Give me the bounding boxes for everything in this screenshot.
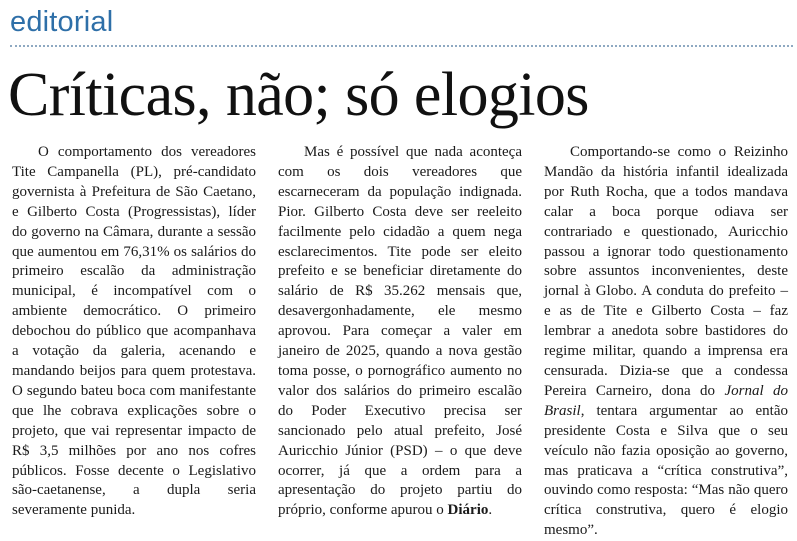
column-2 (278, 143, 522, 541)
column-2-text: Mas é possível que nada aconteça com os dois vereadores que escarneceram da população indignada. Pior. Gilberto Costa deve ser reeleito facilmente pelo cidadão a quem nega esclarecimentos. Tite pode ser eleito prefeito e se beneficiar diretamente do salário de R$ 35.262 mensais que, desavergonhadamente, ele mesmo aprovou. Para começar a valer em janeiro de 2025, quando a nova gestão toma posse, o pornográfico aumento no valor dos salários do primeiro escalão do Poder Executivo precisa ser sancionado pelo atual prefeito, José Auricchio Júnior (PSD) – o que deve ocorrer, já que a ordem para a apresentação do projeto partiu do próprio, conforme apurou o (278, 144, 522, 519)
column-3-text-after: , tentara argumentar ao então presidente Costa e Silva que o seu veículo não fazia oposição ao governo, mas praticava a “crítica construtiva”, ouvindo como resposta: “Mas não quero crítica construtiva, quero é elogio mesmo”. (544, 402, 788, 539)
newspaper-title: Jornal do Brasil (544, 382, 789, 419)
column-1 (12, 143, 256, 541)
section-divider (10, 45, 793, 47)
article-body (12, 143, 788, 541)
newspaper-name: Diário (447, 502, 489, 519)
headline: Críticas, não; só elogios (8, 61, 589, 129)
column-2-paragraph (278, 143, 522, 521)
column-3 (544, 143, 788, 541)
column-1-text: O comportamento dos vereadores Tite Campanella (PL), pré-candidato governista à Prefeitura de São Caetano, e Gilberto Costa (Progressistas), líder do governo na Câmara, durante a sessão que aumentou em 76,31% os salários do primeiro escalão da administração municipal, é incompatível com o ambiente democrático. O primeiro debochou do público que acompanhava a votação da galeria, acenando e mandando beijos para quem protestava. O segundo bateu boca com manifestante que lhe cobrava explicações sobre o projeto, que vai representar impacto de R$ 3,5 milhões por ano nos cofres públicos. Fosse decente o Legislativo são-caetanense, a dupla seria severamente punida. (12, 144, 256, 519)
column-3-text-before: Comportando-se como o Reizinho Mandão da história infantil idealizada por Ruth Rocha, que a todos mandava calar a boca porque odiava ser contrariado e questionado, Auricchio passou a ignorar todo questionamento sobre assuntos inconvenientes, deste jornal à Globo. A conduta do prefeito – e as de Tite e Gilberto Costa – faz lembrar a anedota sobre bastidores do regime militar, quando a imprensa era censurada. Dizia-se que a condessa Pereira Carneiro, dona do (544, 144, 788, 399)
column-3-paragraph (544, 143, 788, 541)
section-label: editorial (10, 6, 114, 38)
column-2-period: . (488, 502, 493, 519)
